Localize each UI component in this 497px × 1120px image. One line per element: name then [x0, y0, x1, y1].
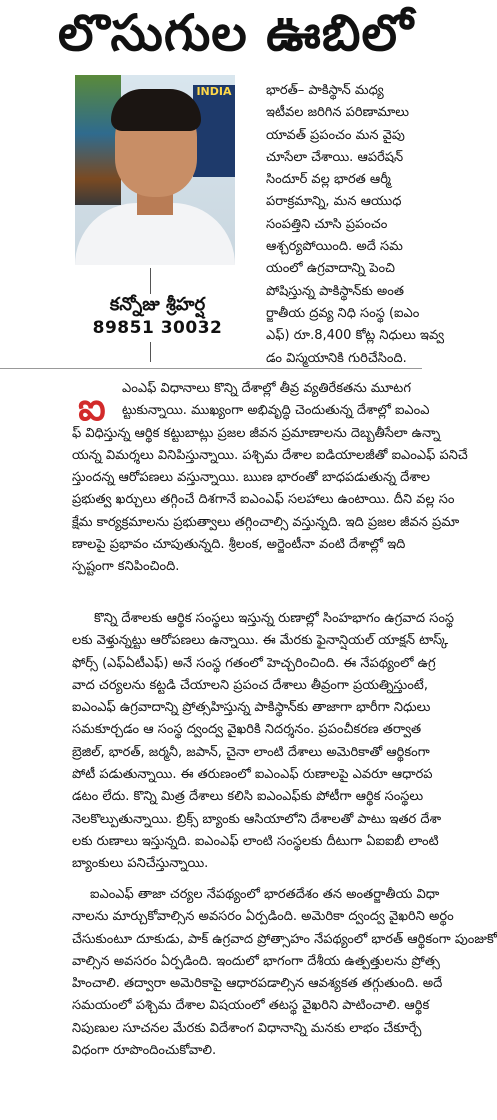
text-line: ఎఫ్) రూ.8,400 కోట్ల నిధులు ఇవ్వ — [266, 328, 445, 344]
text-line: విధంగా రూపొందించుకోవాలి. — [72, 1043, 217, 1059]
text-line: ఆశ్చర్యపోయింది. అదే సమ — [266, 239, 403, 255]
text-line: యన్న విమర్శలు వినిపిస్తున్నాయి. పశ్చిమ దేశాల ఐడియాలజీతో ఐఎంఎఫ్ పనిచే — [72, 447, 468, 463]
author-phone: 89851 30032 — [92, 318, 223, 338]
text-line: కొన్ని దేశాలకు ఆర్థిక సంస్థలు ఇస్తున్న రుణాల్లో సింహభాగం ఉగ్రవాద సంస్థ — [94, 611, 455, 626]
text-line: ఎంఎఫ్ విధానాలు కొన్ని దేశాల్లో తీవ్ర వ్యతిరేకతను మూటగ — [122, 381, 411, 396]
text-line: సిందూర్ వల్ల భారత ఆర్మీ — [266, 172, 391, 188]
text-line: ట్టుకున్నాయి. ముఖ్యంగా అభివృద్ధి చెందుతున్న దేశాల్లో ఐఎంఎ — [122, 403, 430, 419]
text-line: డం విస్మయానికి గురిచేసింది. — [266, 350, 407, 366]
text-line: పరాక్రమాన్ని, మన ఆయుధ — [266, 194, 402, 210]
text-line: ర్జాతీయ ద్రవ్య నిధి సంస్థ (ఐఎం — [266, 305, 420, 321]
text-line: ణాలపై ప్రభావం చూపుతున్నది. శ్రీలంక, అర్జెంటీనా వంటి దేశాల్లో ఇది — [72, 537, 406, 553]
text-line: చూసేలా చేశాయి. ఆపరేషన్ — [266, 149, 404, 165]
text-line: ఇటీవల జరిగిన పరిణామాలు — [266, 105, 409, 121]
book-cover: INDIA — [193, 85, 235, 177]
text-line: లకు రుణాలు ఇస్తున్నది. ఐఎంఎఫ్ లాంటి సంస్థలకు దీటుగా ఏఐఐబీ లాంటి — [72, 833, 439, 849]
text-line: వాల్సిన అవసరం ఏర్పడింది. ఇందులో భాగంగా దేశీయ ఉత్పత్తులను ప్రోత్స — [72, 953, 440, 969]
text-line: హించాలి. తద్వారా అమెరికాపై ఆధారపడాల్సిన ఆవశ్యకత తగ్గుతుంది. అదే — [72, 976, 443, 992]
text-line: డటం లేదు. కొన్ని మిత్ర దేశాలు కలిసి ఐఎంఎఫ్‌కు పోటీగా ఆర్థిక సంస్థలు — [72, 789, 424, 805]
divider-line — [150, 268, 151, 294]
paragraph-2 — [72, 608, 455, 876]
text-line: సంపత్తిని చూసి ప్రపంచం — [266, 216, 388, 232]
text-line: చేసుకుంటూ దూకుడు, పాక్ ఉగ్రవాద ప్రోత్సాహం నేపథ్యంలో భారత్ ఆర్థికంగా పుంజుకో — [72, 931, 497, 947]
drop-cap: ఐ — [78, 385, 106, 429]
text-line: నిపుణుల సూచనల మేరకు విదేశాంగ విధానాన్ని మనకు లాభం చేకూర్చే — [72, 1020, 422, 1036]
paragraph-1 — [72, 378, 468, 579]
text-line: ఫోర్స్ (ఎఫ్‌ఏటీఎఫ్) అనే సంస్థ గతంలో హెచ్చరించింది. ఈ నేపథ్యంలో ఉగ్ర — [72, 655, 436, 671]
text-line: స్పష్టంగా కనిపించింది. — [72, 559, 180, 575]
paragraph-3 — [72, 884, 497, 1062]
headline: లొసుగుల ఊబిలో — [58, 4, 414, 62]
text-line: సమయంలో పశ్చిమ దేశాల విషయంలో తటస్థ వైఖరిని పాటించాలి. ఆర్థిక — [72, 998, 430, 1014]
intro-paragraph — [266, 80, 445, 370]
text-line: బ్యాంకులు పనిచేస్తున్నాయి. — [72, 856, 209, 872]
text-line: ప్రభుత్వ ఖర్చులు తగ్గించే దిశగానే ఐఎంఎఫ్ సలహాలు ఉంటాయి. దీని వల్ల సం — [72, 492, 455, 508]
text-line: క్షేమ కార్యక్రమాలను ప్రభుత్వాలు తగ్గించాల్సి వస్తున్నది. ఇది ప్రజల జీవన ప్రమా — [72, 514, 460, 530]
text-line: యంలో ఉగ్రవాదాన్ని పెంచి — [266, 261, 395, 277]
text-line: ఫ్ విధిస్తున్న ఆర్థిక కట్టుబాట్లు ప్రజల జీవన ప్రమాణాలను దెబ్బతీసేలా ఉన్నా — [72, 425, 441, 441]
section-separator — [0, 368, 422, 369]
author-photo — [75, 75, 235, 265]
text-line: వాద చర్యలను కట్టడి చేయాలని ప్రపంచ దేశాలు తీవ్రంగా ప్రయత్నిస్తుంటే, — [72, 677, 428, 693]
text-line: నెలకొల్పుతున్నాయి. బ్రిక్స్ బ్యాంకు ఆసియాలోని దేశాలతో పాటు ఇతర దేశా — [72, 811, 442, 827]
text-line: బ్రెజిల్, భారత్, జర్మనీ, జపాన్, చైనా లాంటి దేశాలు అమెరికాతో ఆర్థికంగా — [72, 744, 430, 760]
text-line: నాలను మార్చుకోవాల్సిన అవసరం ఏర్పడింది. అమెరికా ద్వంద్వ వైఖరిని అర్థం — [72, 909, 454, 925]
text-line: ఐఎంఎఫ్ తాజా చర్యల నేపథ్యంలో భారతదేశం తన అంతర్జాతీయ విధా — [90, 887, 440, 902]
text-line: భారత్– పాకిస్థాన్ మధ్య — [266, 83, 384, 98]
text-line: సమకూర్చడం ఆ సంస్థ ద్వంద్వ వైఖరికి నిదర్శనం. ప్రపంచీకరణ తర్వాత — [72, 722, 422, 738]
text-line: లకు వెళ్తున్నట్టు ఆరోపణలు ఉన్నాయి. ఈ మేరకు ఫైనాన్షియల్ యాక్షన్ టాస్క్ — [72, 633, 449, 649]
hair-graphic — [111, 89, 201, 131]
text-line: యావత్ ప్రపంచం మన వైపు — [266, 127, 405, 143]
divider-line — [150, 342, 151, 362]
author-name: కన్నోజు శ్రీహర్ష — [109, 294, 206, 315]
text-line: స్తుందన్న ఆరోపణలు వస్తున్నాయి. ఋణ భారంతో బాధపడుతున్న దేశాల — [72, 470, 431, 486]
text-line: పోషిస్తున్న పాకిస్థాన్‌కు అంత — [266, 283, 404, 299]
text-line: ఐఎంఎఫ్ ఉగ్రవాదాన్ని ప్రోత్సహిస్తున్న పాకిస్థాన్‌కు తాజాగా భారీగా నిధులు — [72, 700, 431, 716]
text-line: పోటీ పడుతున్నాయి. ఈ తరుణంలో ఐఎంఎఫ్ రుణాలపై ఎవరూ ఆధారప — [72, 767, 433, 783]
